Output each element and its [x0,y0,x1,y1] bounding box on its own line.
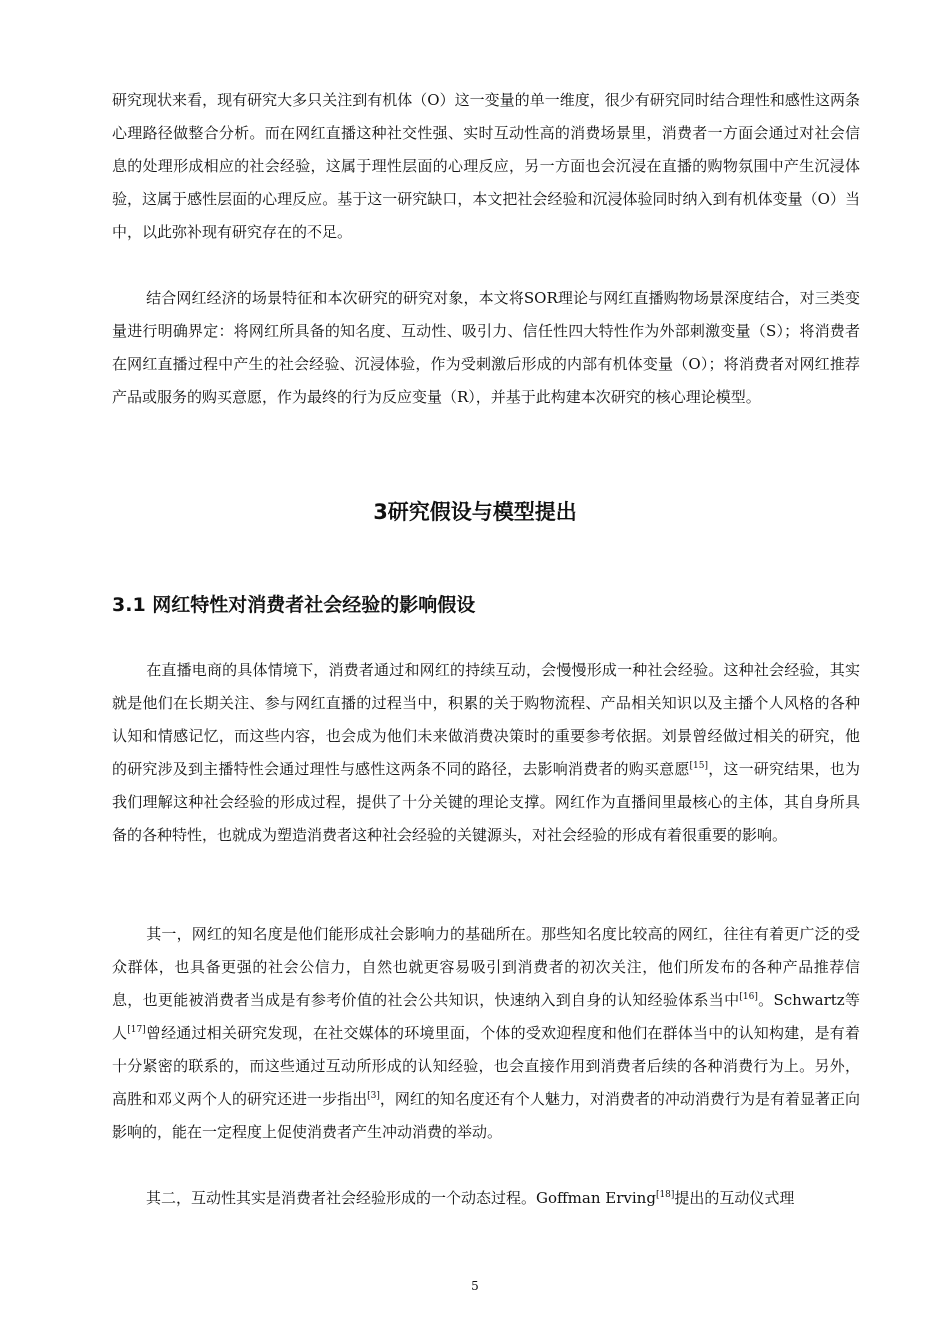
paragraph-4 [112,918,860,1149]
paragraph-4-text-b: 。Schwartz等人 [112,991,860,1042]
paragraph-4-text-c: 曾经通过相关研究发现，在社交媒体的环境里面，个体的受欢迎程度和他们在群体当中的认知构建，是有着十分紧密的联系的，而这些通过互动所形成的认知经验，也会直接作用到消费者后续的各种消费行为上。另外，高胜和邓义两个人的研究还进一步指出 [112,1024,860,1108]
paragraph-1 [112,84,860,249]
paragraph-2 [112,282,860,414]
paragraph-5-text-a: 其二，互动性其实是消费者社会经验形成的一个动态过程。Goffman Erving [146,1189,656,1207]
citation-ref: [3] [367,1091,380,1101]
paragraph-5-text-b: 提出的互动仪式理 [674,1189,795,1207]
paragraph-3 [112,654,860,852]
citation-ref: [15] [689,761,708,771]
citation-ref: [18] [655,1190,675,1200]
paragraph-3-text-b: ，这一研究结果，也为我们理解这种社会经验的形成过程，提供了十分关键的理论支撑。网红作为直播间里最核心的主体，其自身所具备的各种特性，也就成为塑造消费者这种社会经验的关键源头，对社会经验的形成有着很重要的影响。 [112,760,860,844]
paragraph-1-text: 研究现状来看，现有研究大多只关注到有机体（O）这一变量的单一维度，很少有研究同时结合理性和感性这两条心理路径做整合分析。而在网红直播这种社交性强、实时互动性高的消费场景里，消费者一方面会通过对社会信息的处理形成相应的社会经验，这属于理性层面的心理反应，另一方面也会沉浸在直播的购物氛围中产生沉浸体验，这属于感性层面的心理反应。基于这一研究缺口，本文把社会经验和沉浸体验同时纳入到有机体变量（O）当中，以此弥补现有研究存在的不足。 [112,91,860,241]
paragraph-4-text-a: 其一，网红的知名度是他们能形成社会影响力的基础所在。那些知名度比较高的网红，往往有着更广泛的受众群体，也具备更强的社会公信力，自然也就更容易吸引到消费者的初次关注，他们所发布的各种产品推荐信息，也更能被消费者当成是有参考价值的社会公共知识，快速纳入到自身的认知经验体系当中 [112,925,860,1009]
paragraph-3-text-a: 在直播电商的具体情境下，消费者通过和网红的持续互动，会慢慢形成一种社会经验。这种社会经验，其实就是他们在长期关注、参与网红直播的过程当中，积累的关于购物流程、产品相关知识以及主播个人风格的各种认知和情感记忆，而这些内容，也会成为他们未来做消费决策时的重要参考依据。刘景曾经做过相关的研究，他的研究涉及到主播特性会通过理性与感性这两条不同的路径，去影响消费者的购买意愿 [112,661,860,778]
section-heading: 3.1 网红特性对消费者社会经验的影响假设 [112,594,476,616]
paragraph-4-text-d: ，网红的知名度还有个人魅力，对消费者的冲动消费行为是有着显著正向影响的，能在一定程度上促使消费者产生冲动消费的举动。 [112,1090,860,1141]
citation-ref: [17] [127,1025,146,1035]
paragraph-5 [112,1182,860,1215]
chapter-heading: 3研究假设与模型提出 [373,500,577,524]
paragraph-2-text: 结合网红经济的场景特征和本次研究的研究对象，本文将SOR理论与网红直播购物场景深度结合，对三类变量进行明确界定：将网红所具备的知名度、互动性、吸引力、信任性四大特性作为外部刺激变量（S）；将消费者在网红直播过程中产生的社会经验、沉浸体验，作为受刺激后形成的内部有机体变量（O）；将消费者对网红推荐产品或服务的购买意愿，作为最终的行为反应变量（R），并基于此构建本次研究的核心理论模型。 [112,289,860,406]
page-number: 5 [471,1279,479,1293]
citation-ref: [16] [739,992,758,1002]
